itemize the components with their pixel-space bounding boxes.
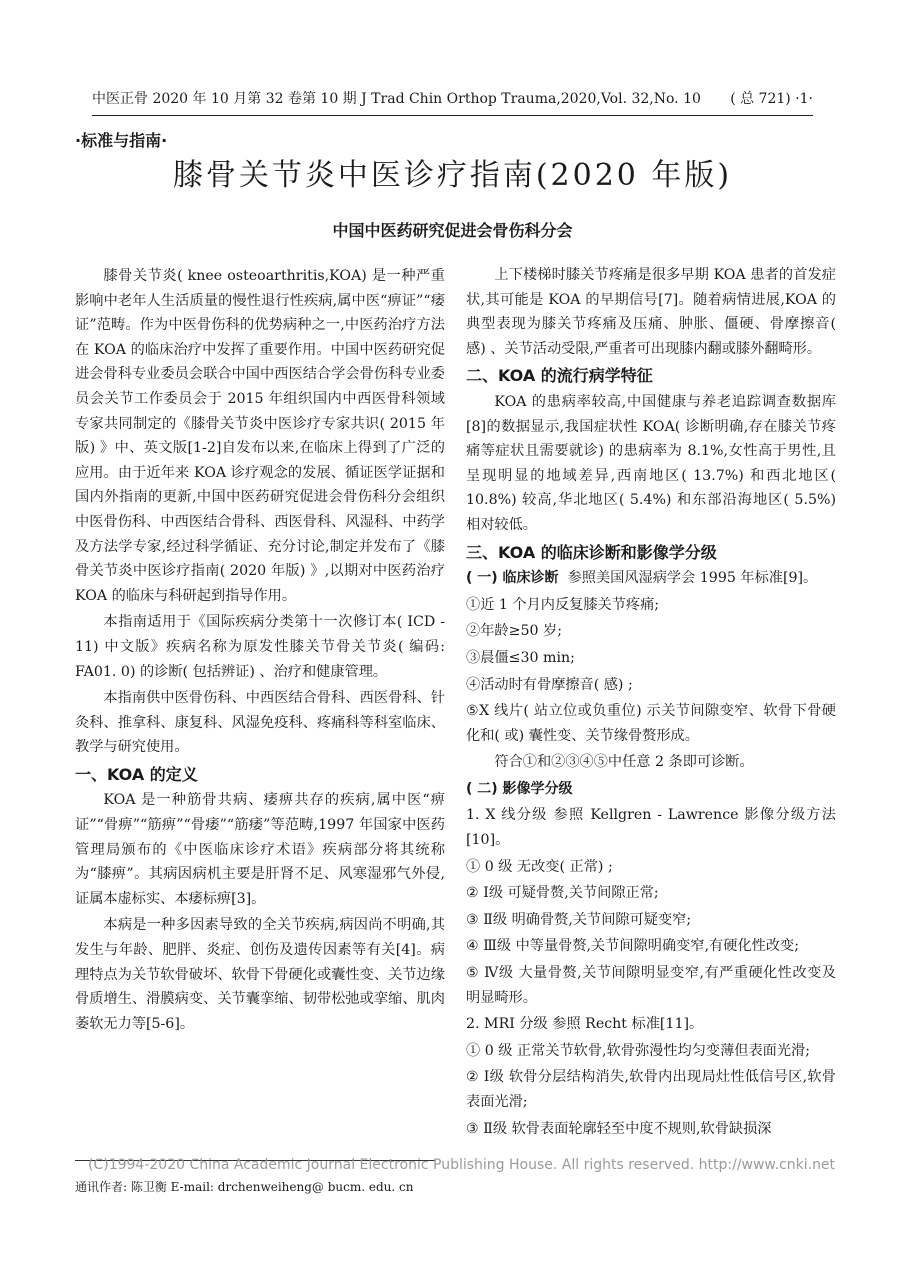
corresponding-author-footnote: 通讯作者: 陈卫衡 E-mail: drchenweiheng@ bucm. edu. cn: [75, 1180, 414, 1194]
section-heading-definition: 一、KOA 的定义: [75, 764, 198, 784]
criterion-4: ④活动时有骨摩擦音( 感) ;: [466, 676, 633, 693]
imaging-grading-label: ( 二) 影像学分级: [466, 780, 573, 797]
section-heading-diagnosis: 三、KOA 的临床诊断和影像学分级: [466, 542, 717, 562]
definition-paragraph: KOA 是一种筋骨共病、痿痹共存的疾病,属中医“痹证”“骨痹”“筋痹”“骨痿”“筋痿”等范畴,1997 年国家中医药管理局颁布的《中医临床诊疗术语》疾病部分将其统称为“膝痹”。其病因病机主要是肝肾不足、风寒湿邪气外侵,证属本虚标实、本痿标痹[3]。: [75, 792, 445, 907]
mri-grade-1: ② Ⅰ级 软骨分层结构消失,软骨内出现局灶性低信号区,软骨表面光滑;: [466, 1069, 836, 1110]
clinical-diagnosis-line: [466, 566, 836, 591]
xray-grade-3: ④ Ⅲ级 中等量骨赘,关节间隙明确变窄,有硬化性改变;: [466, 938, 799, 955]
criterion-3: ③晨僵≤30 min;: [466, 649, 575, 666]
clinical-diagnosis-text: 参照美国风湿病学会 1995 年标准[9]。: [567, 570, 818, 587]
xray-grade-2: ③ Ⅱ级 明确骨赘,关节间隙可疑变窄;: [466, 911, 692, 928]
xray-grade-0: ① 0 级 无改变( 正常) ;: [466, 858, 613, 875]
article-title: 膝骨关节炎中医诊疗指南(2020 年版): [172, 158, 733, 193]
audience-paragraph: 本指南供中医骨伤科、中西医结合骨科、西医骨科、针灸科、推拿科、康复科、风湿免疫科、疼痛科等科室临床、教学与研究使用。: [75, 690, 445, 756]
article-author: 中国中医药研究促进会骨伤科分会: [332, 221, 573, 240]
criterion-1: ①近 1 个月内反复膝关节疼痛;: [466, 596, 660, 613]
clinical-diagnosis-label: ( 一) 临床诊断: [466, 570, 559, 587]
criterion-2: ②年龄≥50 岁;: [466, 623, 562, 640]
header-rule: [92, 115, 813, 116]
right-column: [466, 263, 836, 1143]
page-number: ( 总 721) ·1·: [730, 91, 813, 107]
section-tag: ·标准与指南·: [75, 131, 168, 150]
running-header: [92, 86, 813, 108]
left-column: [75, 264, 445, 1038]
scope-paragraph: 本指南适用于《国际疾病分类第十一次修订本( ICD - 11) 中文版》疾病名称为原发性膝关节骨关节炎( 编码: FA01. 0) 的诊断( 包括辨证) 、治疗和健康管理。: [75, 614, 445, 680]
mri-grade-2: ③ Ⅱ级 软骨表面轮廓轻至中度不规则,软骨缺损深: [466, 1120, 772, 1137]
xray-grade-4: ⑤ Ⅳ级 大量骨赘,关节间隙明显变窄,有严重硬化性改变及明显畸形。: [466, 965, 836, 1006]
journal-citation: 中医正骨 2020 年 10 月第 32 卷第 10 期 J Trad Chin Orthop Trauma,2020,Vol. 32,No. 10: [92, 91, 701, 107]
mri-grading-title: 2. MRI 分级 参照 Recht 标准[11]。: [466, 1016, 704, 1033]
criterion-5: ⑤X 线片( 站立位或负重位) 示关节间隙变窄、软骨下骨硬化和( 或) 囊性变、关节缘骨赘形成。: [466, 703, 836, 744]
xray-grading-title: 1. X 线分级 参照 Kellgren - Lawrence 影像分级方法[10]。: [466, 807, 836, 849]
criteria-rule: 符合①和②③④⑤中任意 2 条即可诊断。: [494, 754, 754, 771]
section-heading-epidemiology: 二、KOA 的流行病学特征: [466, 366, 653, 386]
epidemiology-paragraph: KOA 的患病率较高,中国健康与养老追踪调查数据库[8]的数据显示,我国症状性 KOA( 诊断明确,存在膝关节疼痛等症状且需要就诊) 的患病率为 8.1%,女性高于男性,且呈现明显的地域差异,西南地区( 13.7%) 和西北地区( 10.8%) 较高,华北地区( 5.4%) 和东部沿海地区( 5.5%) 相对较低。: [466, 393, 836, 533]
intro-paragraph: 膝骨关节炎( knee osteoarthritis,KOA) 是一种严重影响中老年人生活质量的慢性退行性疾病,属中医“痹证”“痿证”范畴。作为中医骨伤科的优势病种之一,中医药治疗方法在 KOA 的临床治疗中发挥了重要作用。中国中医药研究促进会骨科专业委员会联合中国中西医结合学会骨伤科专业委员会关节工作委员会于 2015 年组织国内中西医骨科领域专家共同制定的《膝骨关节炎中医诊疗专家共识( 2015 年版) 》中、英文版[1-2]自发布以来,在临床上得到了广泛的应用。由于近年来 KOA 诊疗观念的发展、循证医学证据和国内外指南的更新,中国中医药研究促进会骨伤科分会组织中医骨伤科、中西医结合骨科、西医骨科、风湿科、中药学及方法学专家,经过科学循证、充分讨论,制定并发布了《膝骨关节炎中医诊疗指南( 2020 年版) 》,以期对中医药治疗 KOA 的临床与科研起到指导作用。: [75, 268, 445, 604]
mri-grade-0: ① 0 级 正常关节软骨,软骨弥漫性均匀变薄但表面光滑;: [466, 1042, 810, 1059]
pathology-paragraph: 本病是一种多因素导致的全关节疾病,病因尚不明确,其发生与年龄、肥胖、炎症、创伤及遗传因素等有关[4]。病理特点为关节软骨破坏、软骨下骨硬化或囊性变、关节边缘骨质增生、滑膜病变、关节囊挛缩、韧带松弛或挛缩、肌肉萎软无力等[5-6]。: [75, 917, 445, 1032]
symptom-paragraph: 上下楼梯时膝关节疼痛是很多早期 KOA 患者的首发症状,其可能是 KOA 的早期信号[7]。随着病情进展,KOA 的典型表现为膝关节疼痛及压痛、肿胀、僵硬、骨摩擦音( 感) 、关节活动受限,严重者可出现膝内翻或膝外翻畸形。: [466, 267, 836, 357]
xray-grade-1: ② Ⅰ级 可疑骨赘,关节间隙正常;: [466, 885, 659, 902]
copyright-watermark: (C)1994-2020 China Academic Journal Electronic Publishing House. All rights reserved. http://www.cnki.net: [88, 1157, 836, 1173]
